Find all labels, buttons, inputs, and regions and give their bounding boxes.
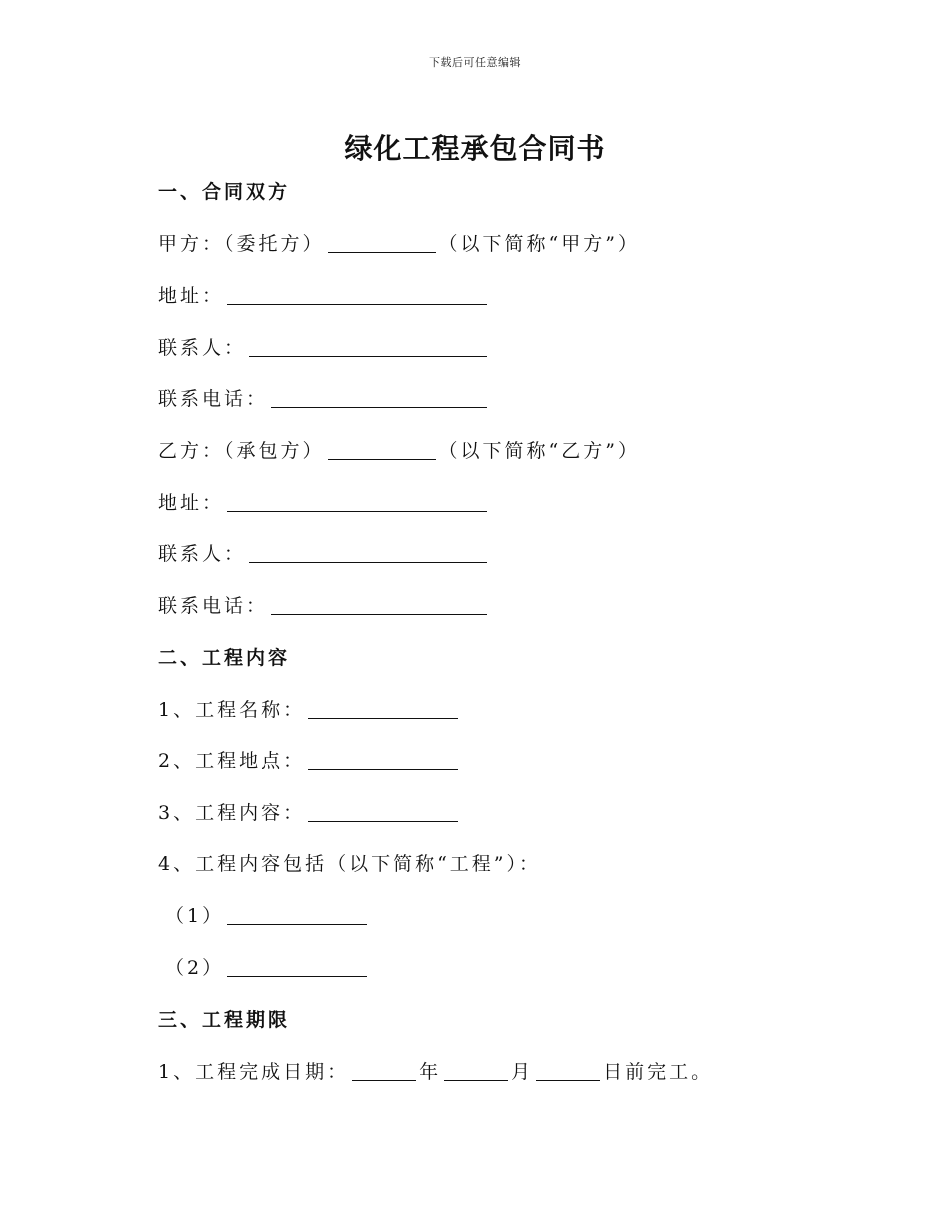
completion-day-blank[interactable] [536, 1059, 600, 1081]
party-b-address-line [158, 490, 490, 516]
project-scope-label: 4、工程内容包括（以下简称“工程”）： [158, 853, 542, 875]
project-content-label: 3、工程内容： [158, 802, 306, 824]
party-b-address-label: 地址： [158, 492, 225, 514]
document-title: 绿化工程承包合同书 [344, 132, 606, 165]
header-note: 下载后可任意编辑 [429, 56, 521, 69]
party-b-suffix: （以下简称“乙方”） [438, 440, 640, 462]
section-2-heading: 二、工程内容 [158, 647, 291, 669]
party-a-line [158, 231, 640, 257]
party-b-name-blank[interactable] [328, 438, 436, 460]
party-a-suffix: （以下简称“甲方”） [438, 233, 640, 255]
completion-month-blank[interactable] [444, 1059, 508, 1081]
year-label: 年 [419, 1061, 442, 1083]
completion-date-label: 1、工程完成日期： [158, 1061, 350, 1083]
party-a-address-label: 地址： [158, 285, 225, 307]
party-b-label: 乙方：（承包方） [158, 440, 325, 462]
project-location-blank[interactable] [308, 748, 458, 770]
party-b-address-blank[interactable] [227, 490, 487, 512]
section-1-heading: 一、合同双方 [158, 181, 291, 203]
completion-year-blank[interactable] [352, 1059, 416, 1081]
party-a-phone-line [158, 386, 490, 412]
scope-item-1-blank[interactable] [227, 903, 367, 925]
project-location-line [158, 748, 461, 774]
day-suffix: 日前完工。 [603, 1061, 714, 1083]
scope-item-2-blank[interactable] [227, 955, 367, 977]
project-content-blank[interactable] [308, 800, 458, 822]
project-name-label: 1、工程名称： [158, 699, 306, 721]
project-location-label: 2、工程地点： [158, 750, 306, 772]
party-b-phone-blank[interactable] [271, 593, 487, 615]
party-b-contact-line [158, 541, 490, 567]
project-name-line [158, 697, 461, 723]
section-3-heading: 三、工程期限 [158, 1009, 291, 1031]
party-a-name-blank[interactable] [328, 231, 436, 253]
project-name-blank[interactable] [308, 697, 458, 719]
completion-date-line [158, 1059, 713, 1085]
party-b-contact-blank[interactable] [249, 541, 487, 563]
party-b-line [158, 438, 640, 464]
party-b-phone-line [158, 593, 490, 619]
party-a-label: 甲方：（委托方） [158, 233, 325, 255]
project-content-line [158, 800, 461, 826]
party-b-phone-label: 联系电话： [158, 595, 269, 617]
party-a-contact-line [158, 335, 490, 361]
scope-item-1-label: （1） [165, 905, 225, 927]
party-a-address-blank[interactable] [227, 283, 487, 305]
party-a-contact-label: 联系人： [158, 337, 247, 359]
scope-item-2-line [165, 955, 370, 981]
scope-item-2-label: （2） [165, 957, 225, 979]
party-b-contact-label: 联系人： [158, 543, 247, 565]
month-label: 月 [511, 1061, 534, 1083]
party-a-address-line [158, 283, 490, 309]
scope-item-1-line [165, 903, 370, 929]
project-scope-line [158, 851, 541, 877]
party-a-phone-label: 联系电话： [158, 388, 269, 410]
party-a-phone-blank[interactable] [271, 386, 487, 408]
party-a-contact-blank[interactable] [249, 335, 487, 357]
